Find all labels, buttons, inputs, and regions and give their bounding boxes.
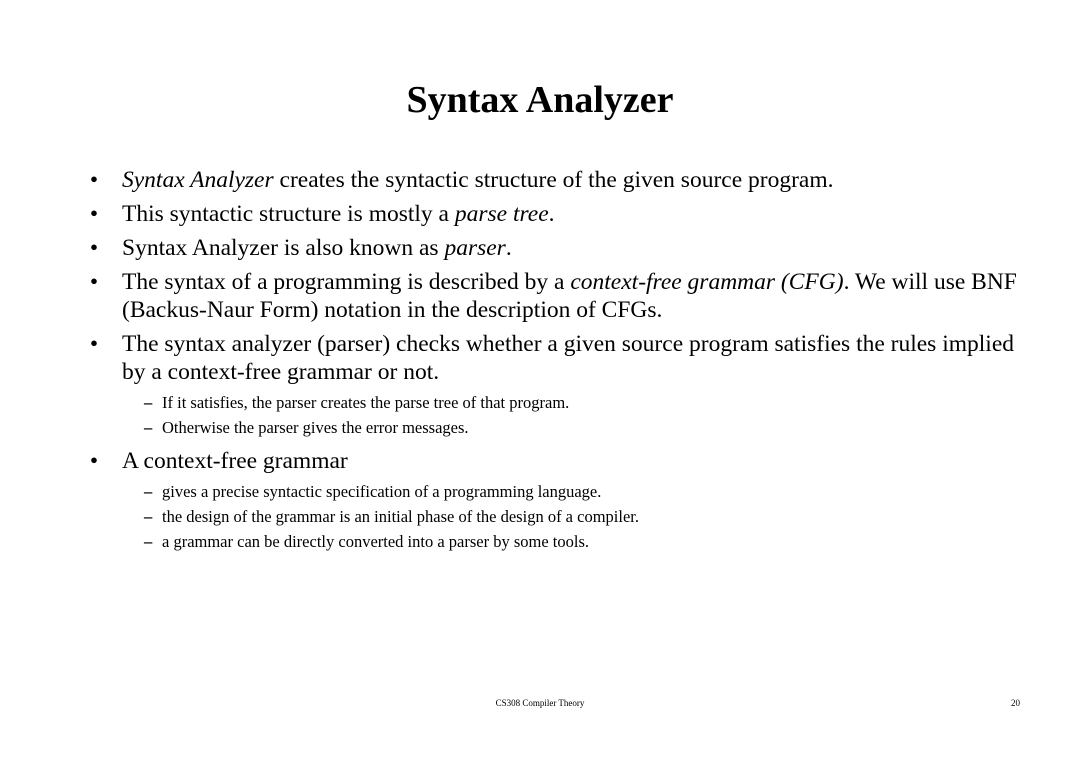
bullet-item (84, 268, 1024, 324)
bullet-text: creates the syntactic structure of the given source program. (273, 167, 834, 193)
bullet-text: . We will use BNF (Backus-Naur Form) notation in the description of CFGs. (122, 269, 1017, 323)
bullet-list (84, 166, 1024, 561)
sub-item (84, 481, 1024, 503)
sub-item (84, 417, 1024, 439)
bullet-icon: • (89, 269, 99, 295)
sub-text: a grammar can be directly converted into a parser by some tools. (162, 532, 590, 551)
bullet-icon: • (89, 167, 99, 193)
footer-course: CS308 Compiler Theory (495, 698, 585, 708)
bullet-text: Syntax Analyzer is also known as (122, 235, 445, 261)
dash-icon: – (144, 418, 153, 437)
bullet-emphasis: parser (444, 235, 506, 261)
sub-item (84, 506, 1024, 528)
bullet-item (84, 234, 1024, 262)
bullet-text: . (505, 235, 512, 261)
sub-list (84, 392, 1024, 439)
sub-item (84, 531, 1024, 553)
sub-item (84, 392, 1024, 414)
dash-icon: – (144, 482, 153, 501)
bullet-text: The syntax analyzer (parser) checks whether a given source program satisfies the rules implied by a context-free grammar or not. (122, 331, 1015, 385)
sub-text: Otherwise the parser gives the error messages. (162, 418, 469, 437)
bullet-text: The syntax of a programming is described by a (122, 269, 571, 295)
bullet-icon: • (89, 201, 99, 227)
bullet-text: This syntactic structure is mostly a (122, 201, 455, 227)
bullet-text: . (548, 201, 555, 227)
dash-icon: – (144, 507, 153, 526)
sub-list (84, 481, 1024, 553)
bullet-item (84, 447, 1024, 475)
bullet-item (84, 330, 1024, 386)
dash-icon: – (144, 532, 153, 551)
sub-text: gives a precise syntactic specification of a programming language. (162, 482, 602, 501)
bullet-item (84, 166, 1024, 194)
sub-text: the design of the grammar is an initial phase of the design of a compiler. (162, 507, 639, 526)
slide-title: Syntax Analyzer (406, 79, 674, 121)
page-number: 20 (1011, 698, 1020, 708)
sub-text: If it satisfies, the parser creates the parse tree of that program. (162, 393, 570, 412)
bullet-emphasis: parse tree (454, 201, 549, 227)
bullet-emphasis: context-free grammar (CFG) (570, 269, 844, 295)
bullet-item (84, 200, 1024, 228)
bullet-text: A context-free grammar (122, 448, 348, 474)
dash-icon: – (144, 393, 153, 412)
bullet-icon: • (89, 331, 99, 357)
bullet-icon: • (89, 448, 99, 474)
bullet-icon: • (89, 235, 99, 261)
bullet-emphasis: Syntax Analyzer (122, 167, 274, 193)
